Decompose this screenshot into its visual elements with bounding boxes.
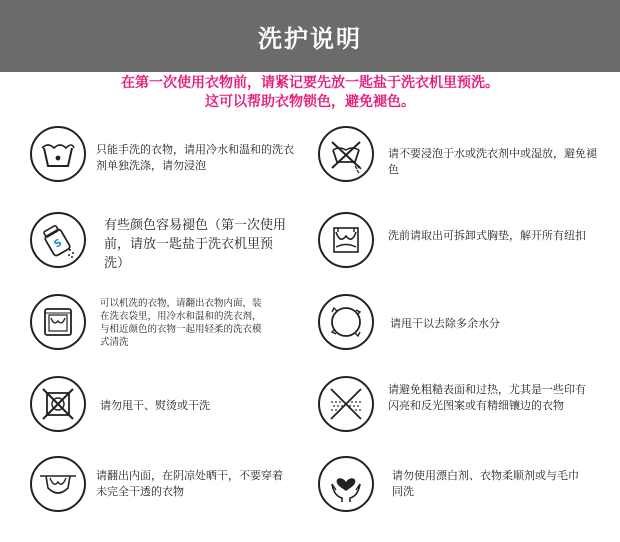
no-soaking-icon bbox=[318, 126, 374, 182]
dry-in-shade-icon bbox=[30, 456, 86, 512]
notice-line-1: 在第一次使用衣物前，请紧记要先放一匙盐于洗衣机里预洗。 bbox=[121, 75, 499, 91]
avoid-rough-heat-icon bbox=[318, 376, 374, 432]
spin-dry-icon bbox=[318, 294, 374, 350]
svg-text:S: S bbox=[52, 237, 65, 251]
no-dry-iron-dryclean-icon bbox=[30, 376, 86, 432]
no-bleach-softener-icon bbox=[318, 456, 374, 512]
machine-wash-bag-icon bbox=[30, 294, 86, 350]
care-text-avoid-rough: 请避免粗糙表面和过热，尤其是一些印有闪亮和反光图案或有精细镶边的衣物 bbox=[388, 383, 586, 412]
care-text-machine-wash: 可以机洗的衣物，请翻出衣物内面，装在洗衣袋里，用冷水和温和的洗衣剂，与相近颜色的衣物一起用轻柔的洗衣模式清洗 bbox=[100, 298, 262, 348]
salt-shaker-icon bbox=[30, 212, 86, 268]
prewash-notice bbox=[0, 74, 620, 112]
care-text-spin-dry: 请甩干以去除多余水分 bbox=[390, 317, 500, 330]
care-text-bra-pad: 洗前请取出可拆卸式胸垫，解开所有纽扣 bbox=[388, 229, 586, 242]
care-text-salt: 有些颜色容易褪色（第一次使用前，请放一匙盐于洗衣机里预洗） bbox=[104, 218, 287, 271]
page-title: 洗护说明 bbox=[258, 24, 362, 53]
header-bar bbox=[0, 0, 620, 72]
care-text-no-dry: 请勿甩干、熨烫或干洗 bbox=[100, 399, 210, 412]
care-text-dry-shade: 请翻出内面，在阴凉处晒干，不要穿着未完全干透的衣物 bbox=[96, 469, 283, 498]
care-text-hand-wash: 只能手洗的衣物，请用冷水和温和的洗衣剂单独洗涤，请勿浸泡 bbox=[96, 143, 294, 172]
hand-wash-basin-icon bbox=[30, 126, 86, 182]
care-text-no-bleach: 请勿使用漂白剂、衣物柔顺剂或与毛巾同洗 bbox=[392, 469, 579, 498]
bra-pad-icon bbox=[318, 212, 374, 268]
notice-line-2: 这可以帮助衣物锁色，避免褪色。 bbox=[205, 94, 415, 110]
care-text-no-soak: 请不要浸泡于水或洗衣剂中或湿放，避免褪色 bbox=[388, 147, 597, 176]
